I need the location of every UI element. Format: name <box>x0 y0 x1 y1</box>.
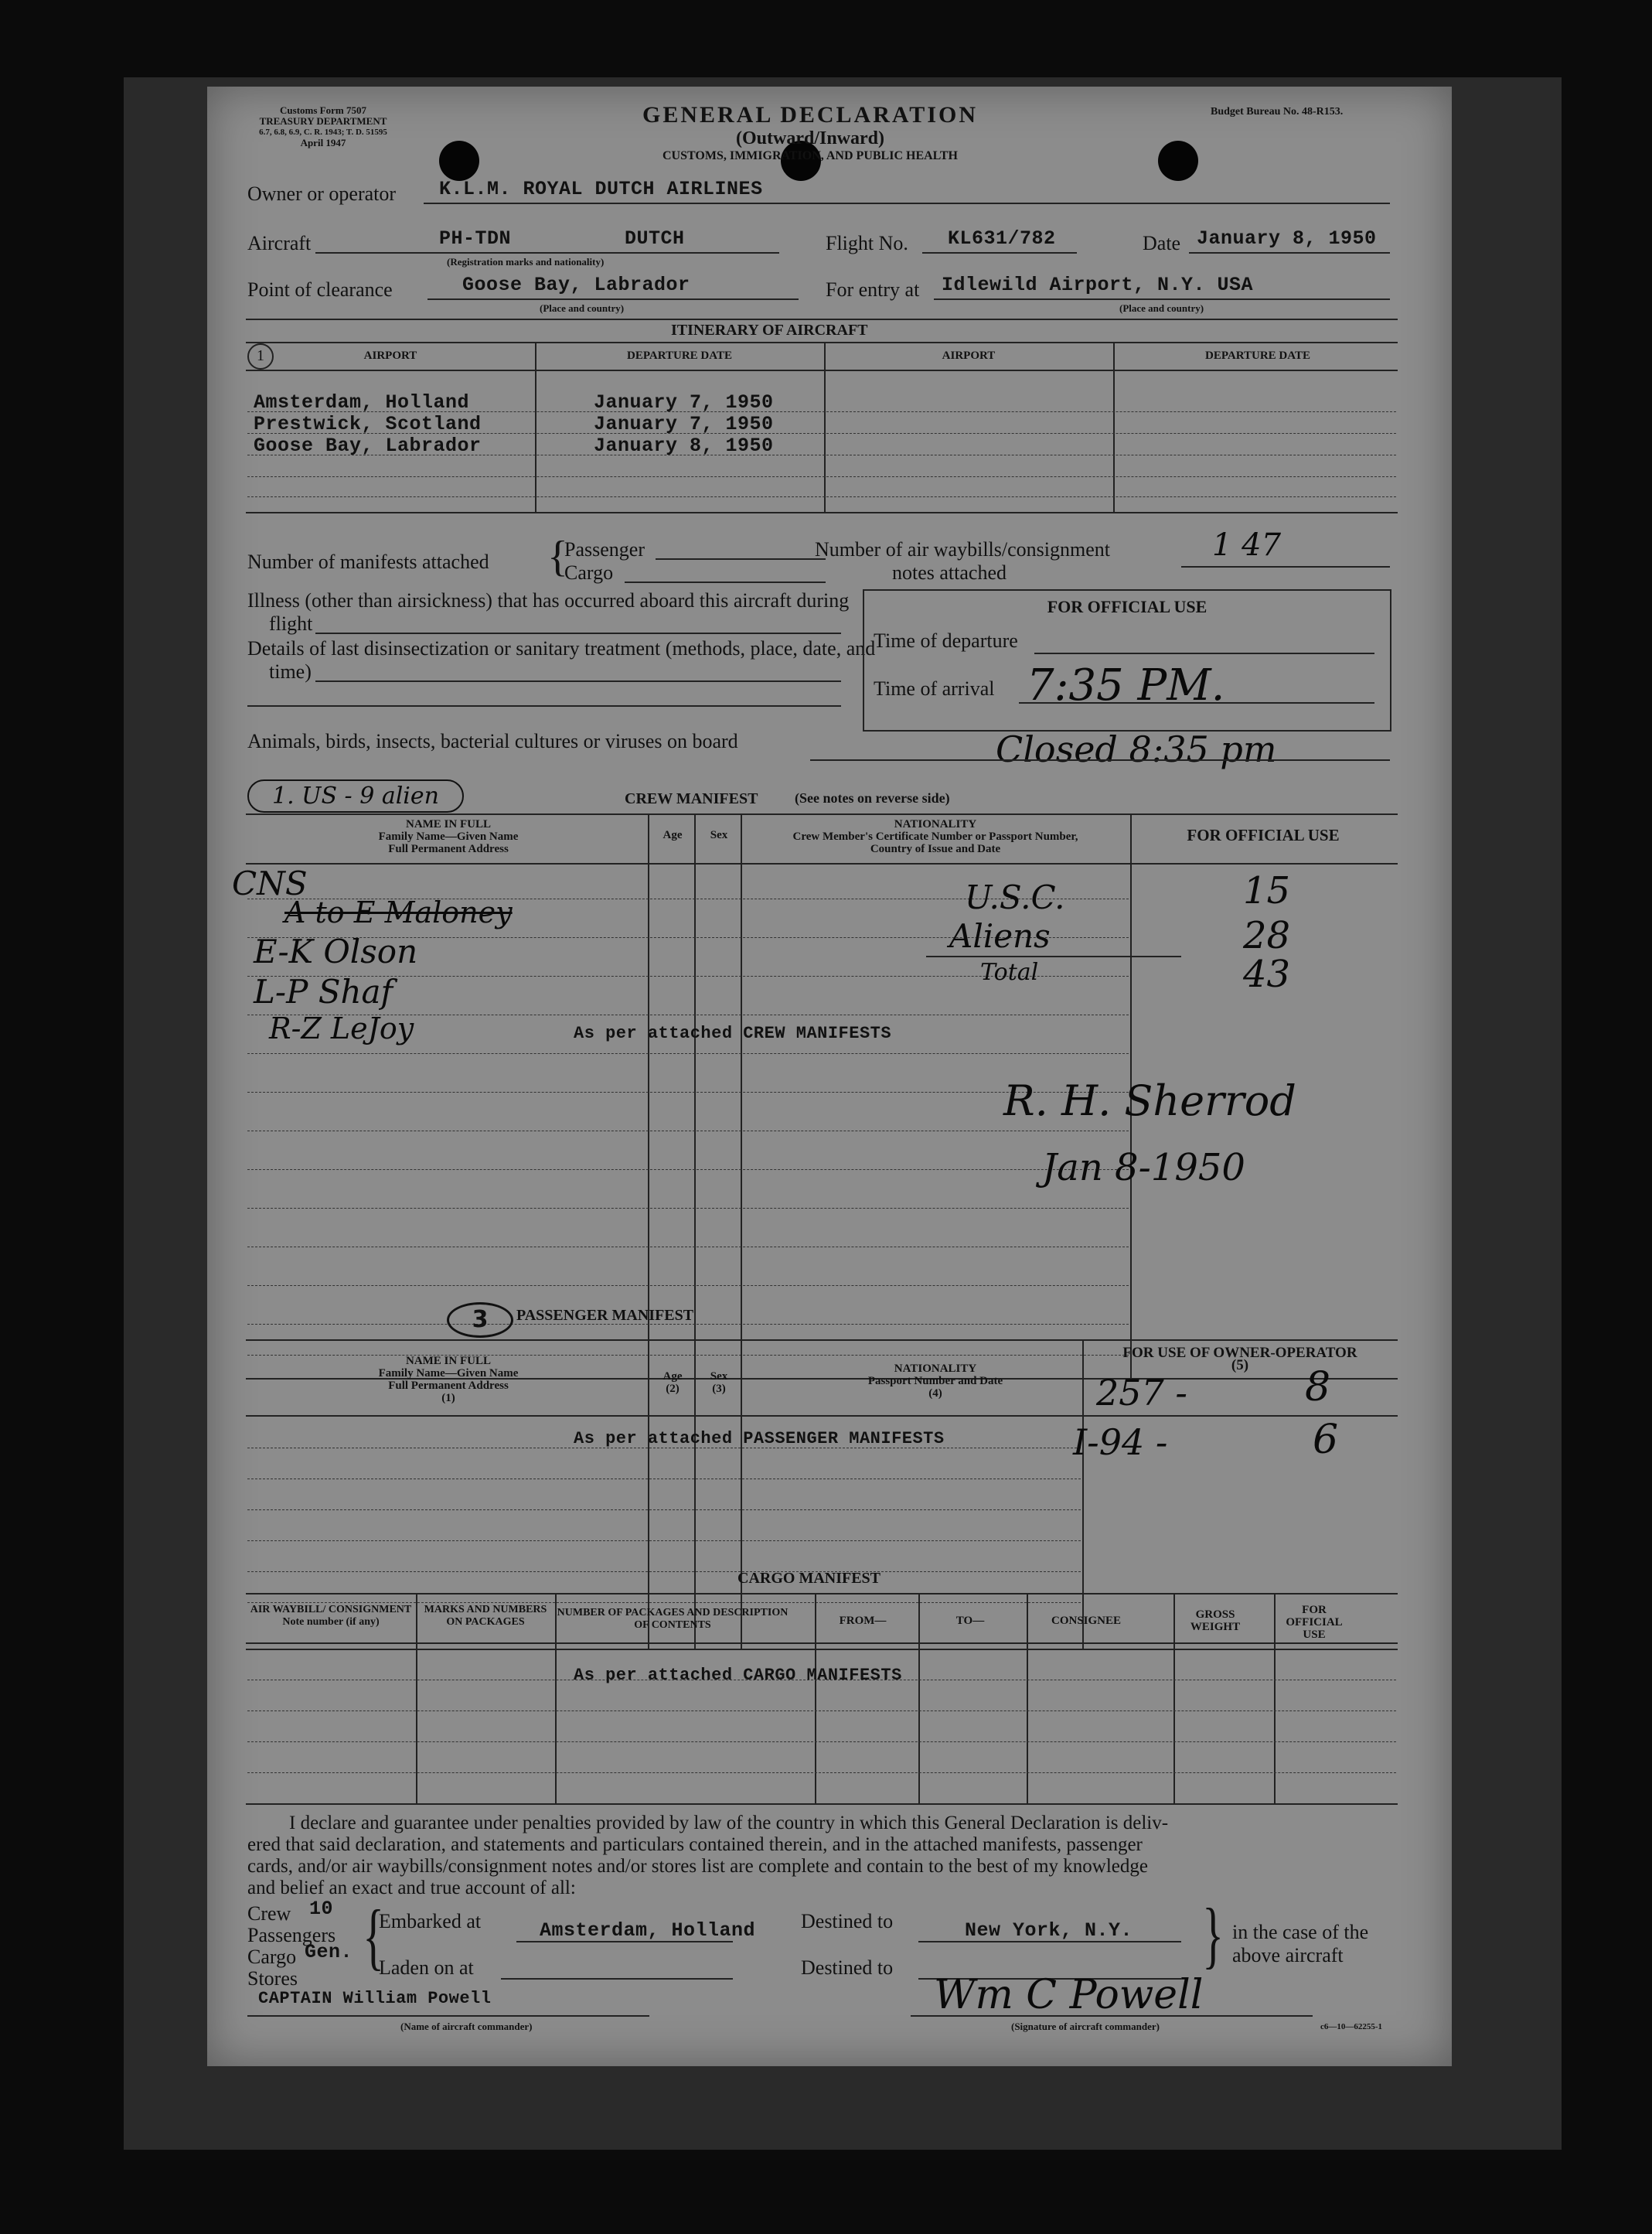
passenger-row-rule <box>247 1540 1081 1541</box>
form-title-block <box>578 102 1042 163</box>
itinerary-col-airport: AIRPORT <box>363 350 417 362</box>
crew-hand-line-4: L-P Shaf <box>254 973 393 1011</box>
arrival-time-label: Time of arrival <box>874 677 995 700</box>
clearance-label: Point of clearance <box>247 278 393 301</box>
decl-laden-label: Laden on at <box>379 1956 474 1979</box>
cargo-col-from: FROM— <box>839 1615 887 1627</box>
owner-value: K.L.M. ROYAL DUTCH AIRLINES <box>439 178 763 200</box>
crew-col-name-title: NAME IN FULL <box>405 818 491 831</box>
department-name: TREASURY DEPARTMENT <box>259 115 387 127</box>
crew-total-label: Total <box>980 959 1039 986</box>
clearance-value: Goose Bay, Labrador <box>462 274 690 296</box>
decl-cargo-value: Gen. <box>305 1941 353 1963</box>
itinerary-row-rule <box>247 476 1396 477</box>
crew-col-name <box>247 818 649 855</box>
decl-cargo-label: Cargo <box>247 1946 297 1968</box>
commander-name-caption: (Name of aircraft commander) <box>400 2021 533 2032</box>
decl-destined-label: Destined to <box>801 1910 894 1932</box>
waybills-value: 1 47 <box>1212 527 1282 563</box>
cargo-bottom-rule <box>246 1803 1398 1805</box>
passenger-manifest-title: PASSENGER MANIFEST <box>516 1307 694 1324</box>
crew-row-rule <box>247 1092 1129 1093</box>
date-underline <box>1189 252 1390 254</box>
passenger-col-nationality <box>742 1363 1129 1400</box>
itinerary-row-rule <box>247 496 1396 497</box>
aircraft-label: Aircraft <box>247 232 312 254</box>
passenger-col-sex <box>696 1370 742 1395</box>
entry-value: Idlewild Airport, N.Y. USA <box>942 274 1254 296</box>
print-code: c6—10—62255-1 <box>1320 2022 1383 2031</box>
itinerary-marker: 1 <box>247 343 274 370</box>
entry-caption: (Place and country) <box>1119 302 1204 314</box>
cargo-header-rule <box>246 1642 1398 1644</box>
declaration-text-3: cards, and/or air waybills/consignment notes and/or stores list are complete and contain to the best of my knowledge <box>247 1856 1148 1877</box>
disinsect-underline-2 <box>247 705 841 707</box>
date-value: January 8, 1950 <box>1197 227 1377 250</box>
commander-signature: Wm C Powell <box>934 1972 1204 2018</box>
crew-usc-value: 15 <box>1243 869 1291 912</box>
cargo-row-rule <box>247 1772 1396 1773</box>
passenger-marker: 3 <box>447 1302 513 1338</box>
passenger-col-owner-num: (5) <box>1231 1357 1249 1373</box>
aircraft-nationality: DUTCH <box>625 227 685 250</box>
passenger-row-rule <box>247 1602 1081 1603</box>
customs-form-number: Customs Form 7507 <box>280 104 366 116</box>
cargo-manifest-title: CARGO MANIFEST <box>737 1570 881 1587</box>
itinerary-bottom-rule <box>246 512 1398 513</box>
punch-hole <box>439 141 479 181</box>
crew-total-value: 43 <box>1243 953 1291 996</box>
cargo-top-rule <box>246 1593 1398 1594</box>
aircraft-registration: PH-TDN <box>439 227 512 250</box>
illness-underline <box>315 633 841 634</box>
crew-col-nationality <box>742 818 1129 855</box>
decl-destined-label-2: Destined to <box>801 1956 894 1979</box>
decl-in-case: in the case of the <box>1232 1921 1369 1943</box>
general-declaration-form <box>207 87 1452 2066</box>
itinerary-date-2: January 7, 1950 <box>594 413 774 435</box>
passenger-col-nat-num: (4) <box>928 1387 942 1400</box>
passenger-col-name-num: (1) <box>441 1392 455 1404</box>
form-257-value: 8 <box>1305 1364 1331 1410</box>
passenger-col-age-title: Age <box>663 1370 683 1383</box>
manifests-number-label: Number of manifests attached <box>247 551 489 573</box>
clearance-underline <box>427 298 799 300</box>
crew-manifest-note: (See notes on reverse side) <box>795 790 950 806</box>
crew-hand-line-1: CNS <box>232 865 308 902</box>
form-date: April 1947 <box>300 137 346 148</box>
entry-label: For entry at <box>826 278 920 301</box>
aircraft-underline <box>315 252 779 254</box>
decl-stores-label: Stores <box>247 1967 298 1990</box>
crew-row-rule <box>247 1053 1129 1054</box>
crew-row-rule <box>247 1208 1129 1209</box>
declaration-text-4: and belief an exact and true account of all: <box>247 1878 576 1898</box>
officer-signature-date: Jan 8-1950 <box>1042 1146 1245 1189</box>
brace-icon: { <box>363 1895 384 1977</box>
crew-top-rule <box>246 813 1398 815</box>
itinerary-title: ITINERARY OF AIRCRAFT <box>671 322 868 339</box>
arrival-time-underline <box>1019 702 1374 704</box>
cargo-row-rule <box>247 1710 1396 1711</box>
declaration-text-2: ered that said declaration, and statements and particulars contained therein, and in the attached manifests, passenger <box>247 1834 1143 1855</box>
decl-crew-label: Crew <box>247 1902 291 1925</box>
brace-icon: } <box>1202 1893 1224 1976</box>
animals-underline <box>810 759 1390 761</box>
waybills-underline <box>1181 566 1390 568</box>
crew-col-nat-sub2: Country of Issue and Date <box>870 843 1001 855</box>
commander-signature-underline <box>911 2015 1313 2017</box>
itinerary-header-rule <box>246 342 1398 343</box>
cargo-col-to: TO— <box>955 1615 985 1627</box>
decl-crew-value: 10 <box>309 1898 334 1920</box>
aircraft-caption: (Registration marks and nationality) <box>447 256 605 268</box>
crew-row-rule <box>247 1285 1129 1286</box>
itinerary-col-airport-2: AIRPORT <box>942 350 996 362</box>
brace-icon: { <box>547 533 568 581</box>
flight-underline <box>922 252 1077 254</box>
crew-col-nat-title: NATIONALITY <box>894 818 977 831</box>
crew-col-name-sub1: Family Name—Given Name <box>378 831 519 843</box>
departure-time-underline <box>1034 653 1374 654</box>
passenger-row-rule <box>247 1571 1081 1572</box>
cargo-label: Cargo <box>564 561 614 584</box>
crew-col-nat-sub1: Crew Member's Certificate Number or Passport Number, <box>792 831 1078 843</box>
closed-time-value: Closed 8:35 pm <box>996 728 1277 770</box>
itinerary-divider <box>535 342 536 512</box>
disinsect-underline <box>315 680 841 682</box>
officer-signature: R. H. Sherrod <box>1003 1076 1296 1125</box>
punch-hole <box>1158 141 1198 181</box>
cargo-row-rule <box>247 1741 1396 1742</box>
passenger-col-sex-title: Sex <box>710 1370 728 1383</box>
crew-col-sex: Sex <box>710 829 728 841</box>
itinerary-divider <box>824 342 826 512</box>
passenger-attached-note: As per attached PASSENGER MANIFESTS <box>574 1429 945 1448</box>
commander-signature-caption: (Signature of aircraft commander) <box>1011 2021 1160 2032</box>
cargo-col-waybill: AIR WAYBILL/ CONSIGNMENT Note number (if any) <box>250 1604 412 1628</box>
form-i94-value: 6 <box>1313 1417 1339 1463</box>
crew-hand-line-2: A to E Maloney <box>284 895 513 929</box>
itinerary-col-departure: DEPARTURE DATE <box>626 350 732 362</box>
us-alien-note: 1. US - 9 alien <box>247 779 464 813</box>
itinerary-airport-1: Amsterdam, Holland <box>254 391 470 414</box>
itinerary-date-1: January 7, 1950 <box>594 391 774 414</box>
decl-destined-underline <box>918 1941 1181 1942</box>
passenger-top-rule <box>246 1339 1398 1341</box>
crew-aliens-label: Aliens <box>949 917 1051 955</box>
itinerary-divider <box>1113 342 1115 512</box>
crew-col-age: Age <box>663 829 683 841</box>
flight-number: KL631/782 <box>948 227 1056 250</box>
form-id-block <box>230 105 416 148</box>
passenger-header-rule <box>246 1415 1398 1417</box>
passenger-col-nat-sub: Passport Number and Date <box>867 1375 1003 1387</box>
passenger-col-owner <box>1085 1347 1395 1372</box>
arrival-time-value: 7:35 PM. <box>1027 660 1225 711</box>
illness-label: Illness (other than airsickness) that has occurred aboard this aircraft during <box>247 589 850 612</box>
regulations-ref: 6.7, 6.8, 6.9, C. R. 1943; T. D. 51595 <box>259 128 387 137</box>
cargo-col-packages: NUMBER OF PACKAGES AND DESCRIPTION OF CONTENTS <box>557 1607 789 1631</box>
passenger-col-name-sub1: Family Name—Given Name <box>378 1367 519 1380</box>
entry-underline <box>934 298 1390 300</box>
disinsect-label-2: time) <box>269 660 312 683</box>
passenger-col-owner-title: FOR USE OF OWNER-OPERATOR <box>1122 1345 1357 1361</box>
commander-name: CAPTAIN William Powell <box>258 1989 492 2008</box>
passenger-label: Passenger <box>564 538 645 561</box>
passenger-row-rule <box>247 1509 1081 1510</box>
crew-hand-line-3: E-K Olson <box>254 933 418 970</box>
official-use-title: FOR OFFICIAL USE <box>1047 597 1207 616</box>
cargo-underline <box>625 582 826 583</box>
passenger-col-sex-num: (3) <box>712 1383 726 1395</box>
crew-manifest-title: CREW MANIFEST <box>625 790 758 807</box>
itinerary-row-rule <box>247 433 1396 434</box>
itinerary-airport-2: Prestwick, Scotland <box>254 413 482 435</box>
animals-label: Animals, birds, insects, bacterial cultures or viruses on board <box>247 730 738 752</box>
form-257-label: 257 - <box>1096 1372 1187 1414</box>
passenger-col-name-sub2: Full Permanent Address <box>388 1380 509 1392</box>
disinsect-label: Details of last disinsectization or sanitary treatment (methods, place, date, and <box>247 637 876 660</box>
crew-row-rule <box>247 1169 1129 1170</box>
itinerary-subheader-rule <box>246 370 1398 371</box>
cargo-col-consignee: CONSIGNEE <box>1051 1615 1122 1627</box>
crew-attached-note: As per attached CREW MANIFESTS <box>574 1024 892 1043</box>
cargo-attached-note: As per attached CARGO MANIFESTS <box>574 1666 902 1685</box>
cargo-col-official: FOR OFFICIAL USE <box>1286 1604 1343 1641</box>
form-title: GENERAL DECLARATION <box>642 102 978 128</box>
illness-label-2: flight <box>269 612 313 635</box>
decl-laden-underline <box>501 1978 733 1980</box>
decl-embarked-value: Amsterdam, Holland <box>540 1919 756 1942</box>
crew-col-official: FOR OFFICIAL USE <box>1187 826 1340 844</box>
form-i94-label: I-94 - <box>1073 1421 1168 1463</box>
crew-hand-line-5: R-Z LeJoy <box>269 1011 414 1045</box>
flight-label: Flight No. <box>826 232 908 254</box>
passenger-underline <box>656 558 826 560</box>
owner-underline <box>424 203 1390 204</box>
decl-above-aircraft: above aircraft <box>1232 1944 1344 1966</box>
declaration-text-1: I declare and guarantee under penalties provided by law of the country in which this General Declaration is deliv- <box>289 1813 1169 1833</box>
passenger-col-name <box>247 1355 649 1404</box>
passenger-col-age-num: (2) <box>666 1383 680 1395</box>
form-subtitle: (Outward/Inward) <box>735 128 884 148</box>
cargo-col-marks: MARKS AND NUMBERS ON PACKAGES <box>424 1604 547 1628</box>
crew-col-name-sub2: Full Permanent Address <box>388 843 509 855</box>
crew-usc-label: U.S.C. <box>965 878 1065 916</box>
passenger-divider <box>1082 1339 1084 1649</box>
form-agencies: CUSTOMS, IMMIGRATION, AND PUBLIC HEALTH <box>663 149 958 162</box>
crew-aliens-value: 28 <box>1243 914 1291 957</box>
passenger-col-name-title: NAME IN FULL <box>405 1355 491 1367</box>
crew-header-rule <box>246 863 1398 865</box>
itinerary-date-3: January 8, 1950 <box>594 435 774 457</box>
itinerary-top-rule <box>246 319 1398 320</box>
notes-attached-label: notes attached <box>892 561 1007 584</box>
passenger-col-age <box>649 1370 696 1395</box>
waybills-label: Number of air waybills/consignment <box>815 538 1110 561</box>
date-label: Date <box>1143 232 1181 254</box>
decl-embarked-underline <box>516 1941 733 1942</box>
itinerary-airport-3: Goose Bay, Labrador <box>254 435 482 457</box>
passenger-bottom-rule <box>246 1649 1398 1650</box>
itinerary-col-departure-2: DEPARTURE DATE <box>1204 350 1310 362</box>
passenger-col-nat-title: NATIONALITY <box>894 1363 977 1375</box>
decl-embarked-label: Embarked at <box>379 1910 482 1932</box>
decl-destined-value: New York, N.Y. <box>965 1919 1133 1942</box>
official-use-box <box>863 589 1391 732</box>
decl-passengers-label: Passengers <box>247 1924 336 1946</box>
itinerary-row-rule <box>247 411 1396 412</box>
crew-total-rule <box>926 956 1181 957</box>
clearance-caption: (Place and country) <box>540 302 625 314</box>
cargo-col-weight: GROSS WEIGHT <box>1190 1608 1241 1633</box>
departure-time-label: Time of departure <box>874 629 1018 652</box>
owner-label: Owner or operator <box>247 182 397 205</box>
commander-name-underline <box>247 2015 649 2017</box>
budget-bureau-number: Budget Bureau No. 48-R153. <box>1211 106 1344 118</box>
